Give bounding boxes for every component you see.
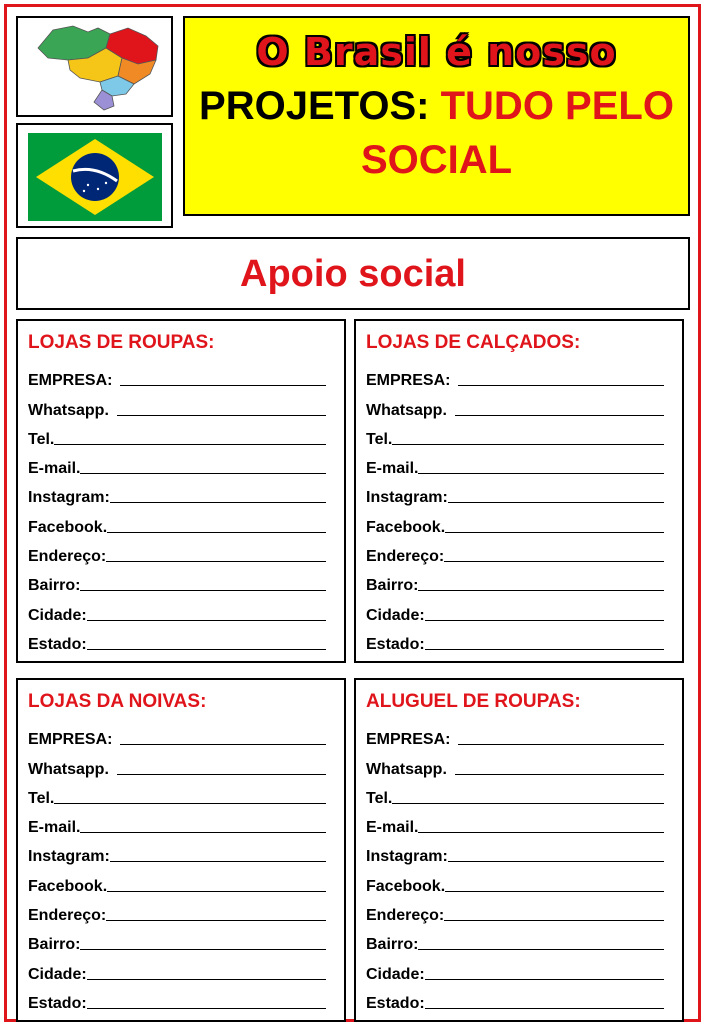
flag-panel: [16, 123, 173, 228]
form-row: [366, 390, 682, 419]
brazil-map-icon: [18, 18, 171, 115]
fill-in-line[interactable]: [117, 415, 326, 416]
field-label: Tel.: [366, 430, 393, 448]
fill-in-line[interactable]: [87, 649, 326, 650]
brazil-flag-icon: [18, 125, 171, 226]
panel-title: LOJAS DA NOIVAS:: [28, 691, 207, 712]
field-label: Instagram:: [28, 848, 110, 866]
fill-in-line[interactable]: [418, 590, 664, 591]
form-row: [28, 925, 344, 954]
fill-in-line[interactable]: [87, 979, 326, 980]
form-panel: [354, 678, 684, 1022]
panel-title: ALUGUEL DE ROUPAS:: [366, 691, 581, 712]
fill-in-line[interactable]: [120, 744, 326, 745]
fill-in-line[interactable]: [80, 949, 326, 950]
form-row: [366, 720, 682, 749]
project-name-line1: TUDO PELO: [440, 84, 674, 128]
field-label: E-mail.: [366, 460, 419, 478]
form-row: [366, 749, 682, 778]
fill-in-line[interactable]: [425, 1008, 664, 1009]
fill-in-line[interactable]: [448, 502, 664, 503]
fill-in-line[interactable]: [418, 949, 664, 950]
form-row: [366, 478, 682, 507]
form-row: [28, 478, 344, 507]
form-row: [28, 896, 344, 925]
fill-in-line[interactable]: [445, 891, 664, 892]
field-label: Facebook.: [366, 518, 446, 536]
form-row: [28, 361, 344, 390]
field-label: Bairro:: [28, 936, 81, 954]
form-row: [366, 420, 682, 449]
fill-in-line[interactable]: [425, 620, 664, 621]
form-row: [28, 954, 344, 983]
field-label: Tel.: [366, 789, 393, 807]
field-label: Instagram:: [366, 848, 448, 866]
form-row: [366, 595, 682, 624]
form-panel: [16, 319, 346, 663]
form-row: [366, 866, 682, 895]
field-label: EMPRESA:: [366, 731, 451, 749]
field-label: Cidade:: [366, 606, 425, 624]
brand-title: O Brasil é nosso: [256, 30, 617, 74]
form-panel: [16, 678, 346, 1022]
form-row: [366, 925, 682, 954]
field-label: Whatsapp.: [366, 760, 447, 778]
form-row: [366, 449, 682, 478]
field-label: Cidade:: [366, 965, 425, 983]
fill-in-line[interactable]: [80, 590, 326, 591]
fill-in-line[interactable]: [107, 532, 326, 533]
form-panel: [354, 319, 684, 663]
panel-title: LOJAS DE ROUPAS:: [28, 332, 215, 353]
map-panel: [16, 16, 173, 117]
field-label: Cidade:: [28, 606, 87, 624]
field-label: Bairro:: [28, 577, 81, 595]
field-label: E-mail.: [28, 460, 81, 478]
field-label: Estado:: [28, 635, 87, 653]
form-row: [366, 361, 682, 390]
form-row: [28, 449, 344, 478]
fill-in-line[interactable]: [392, 444, 664, 445]
form-row: [28, 866, 344, 895]
project-heading: [185, 78, 688, 134]
field-label: EMPRESA:: [28, 372, 113, 390]
form-row: [366, 507, 682, 536]
fill-in-line[interactable]: [106, 920, 326, 921]
field-label: Whatsapp.: [28, 760, 109, 778]
fill-in-line[interactable]: [120, 385, 326, 386]
fill-in-line[interactable]: [54, 803, 326, 804]
form-row: [366, 837, 682, 866]
field-label: Estado:: [28, 994, 87, 1012]
fill-in-line[interactable]: [425, 979, 664, 980]
form-row: [28, 720, 344, 749]
fill-in-line[interactable]: [392, 803, 664, 804]
fill-in-line[interactable]: [110, 502, 326, 503]
project-name-line2: SOCIAL: [360, 138, 513, 182]
form-row: [366, 954, 682, 983]
project-label: PROJETOS:: [199, 84, 430, 128]
fill-in-line[interactable]: [418, 832, 664, 833]
form-row: [366, 566, 682, 595]
fill-in-line[interactable]: [455, 774, 664, 775]
form-row: [28, 537, 344, 566]
form-row: [28, 749, 344, 778]
form-row: [28, 625, 344, 654]
form-row: [28, 566, 344, 595]
fill-in-line[interactable]: [444, 561, 664, 562]
form-row: [366, 896, 682, 925]
field-label: Endereço:: [366, 907, 445, 925]
fill-in-line[interactable]: [445, 532, 664, 533]
field-label: Estado:: [366, 994, 425, 1012]
fill-in-line[interactable]: [455, 415, 664, 416]
form-row: [366, 808, 682, 837]
field-label: Endereço:: [28, 907, 107, 925]
fill-in-line[interactable]: [106, 561, 326, 562]
form-row: [28, 837, 344, 866]
form-row: [28, 390, 344, 419]
fill-in-line[interactable]: [87, 1008, 326, 1009]
field-label: Tel.: [28, 430, 55, 448]
fill-in-line[interactable]: [80, 473, 326, 474]
field-label: Endereço:: [366, 548, 445, 566]
banner-title: Apoio social: [240, 253, 466, 295]
field-label: Facebook.: [28, 877, 108, 895]
fill-in-line[interactable]: [107, 891, 326, 892]
field-label: Tel.: [28, 789, 55, 807]
field-label: Instagram:: [366, 489, 448, 507]
form-row: [28, 808, 344, 837]
banner: [16, 237, 690, 310]
fill-in-line[interactable]: [54, 444, 326, 445]
field-label: Endereço:: [28, 548, 107, 566]
fill-in-line[interactable]: [448, 861, 664, 862]
field-label: Facebook.: [28, 518, 108, 536]
form-row: [28, 595, 344, 624]
field-label: Estado:: [366, 635, 425, 653]
fill-in-line[interactable]: [418, 473, 664, 474]
field-label: Instagram:: [28, 489, 110, 507]
fill-in-line[interactable]: [458, 385, 664, 386]
field-label: Bairro:: [366, 577, 419, 595]
form-row: [28, 507, 344, 536]
field-label: Bairro:: [366, 936, 419, 954]
field-label: Whatsapp.: [366, 401, 447, 419]
fill-in-line[interactable]: [87, 620, 326, 621]
field-label: Whatsapp.: [28, 401, 109, 419]
form-row: [366, 779, 682, 808]
form-row: [366, 537, 682, 566]
field-label: E-mail.: [28, 819, 81, 837]
field-label: EMPRESA:: [28, 731, 113, 749]
field-label: EMPRESA:: [366, 372, 451, 390]
field-label: E-mail.: [366, 819, 419, 837]
field-label: Cidade:: [28, 965, 87, 983]
form-row: [28, 984, 344, 1013]
field-label: Facebook.: [366, 877, 446, 895]
fill-in-line[interactable]: [117, 774, 326, 775]
page-frame: [4, 4, 701, 1022]
fill-in-line[interactable]: [458, 744, 664, 745]
panel-title: LOJAS DE CALÇADOS:: [366, 332, 581, 353]
fill-in-line[interactable]: [80, 832, 326, 833]
fill-in-line[interactable]: [444, 920, 664, 921]
form-row: [28, 779, 344, 808]
form-row: [366, 625, 682, 654]
fill-in-line[interactable]: [425, 649, 664, 650]
fill-in-line[interactable]: [110, 861, 326, 862]
form-row: [28, 420, 344, 449]
title-panel: [183, 16, 690, 216]
form-row: [366, 984, 682, 1013]
